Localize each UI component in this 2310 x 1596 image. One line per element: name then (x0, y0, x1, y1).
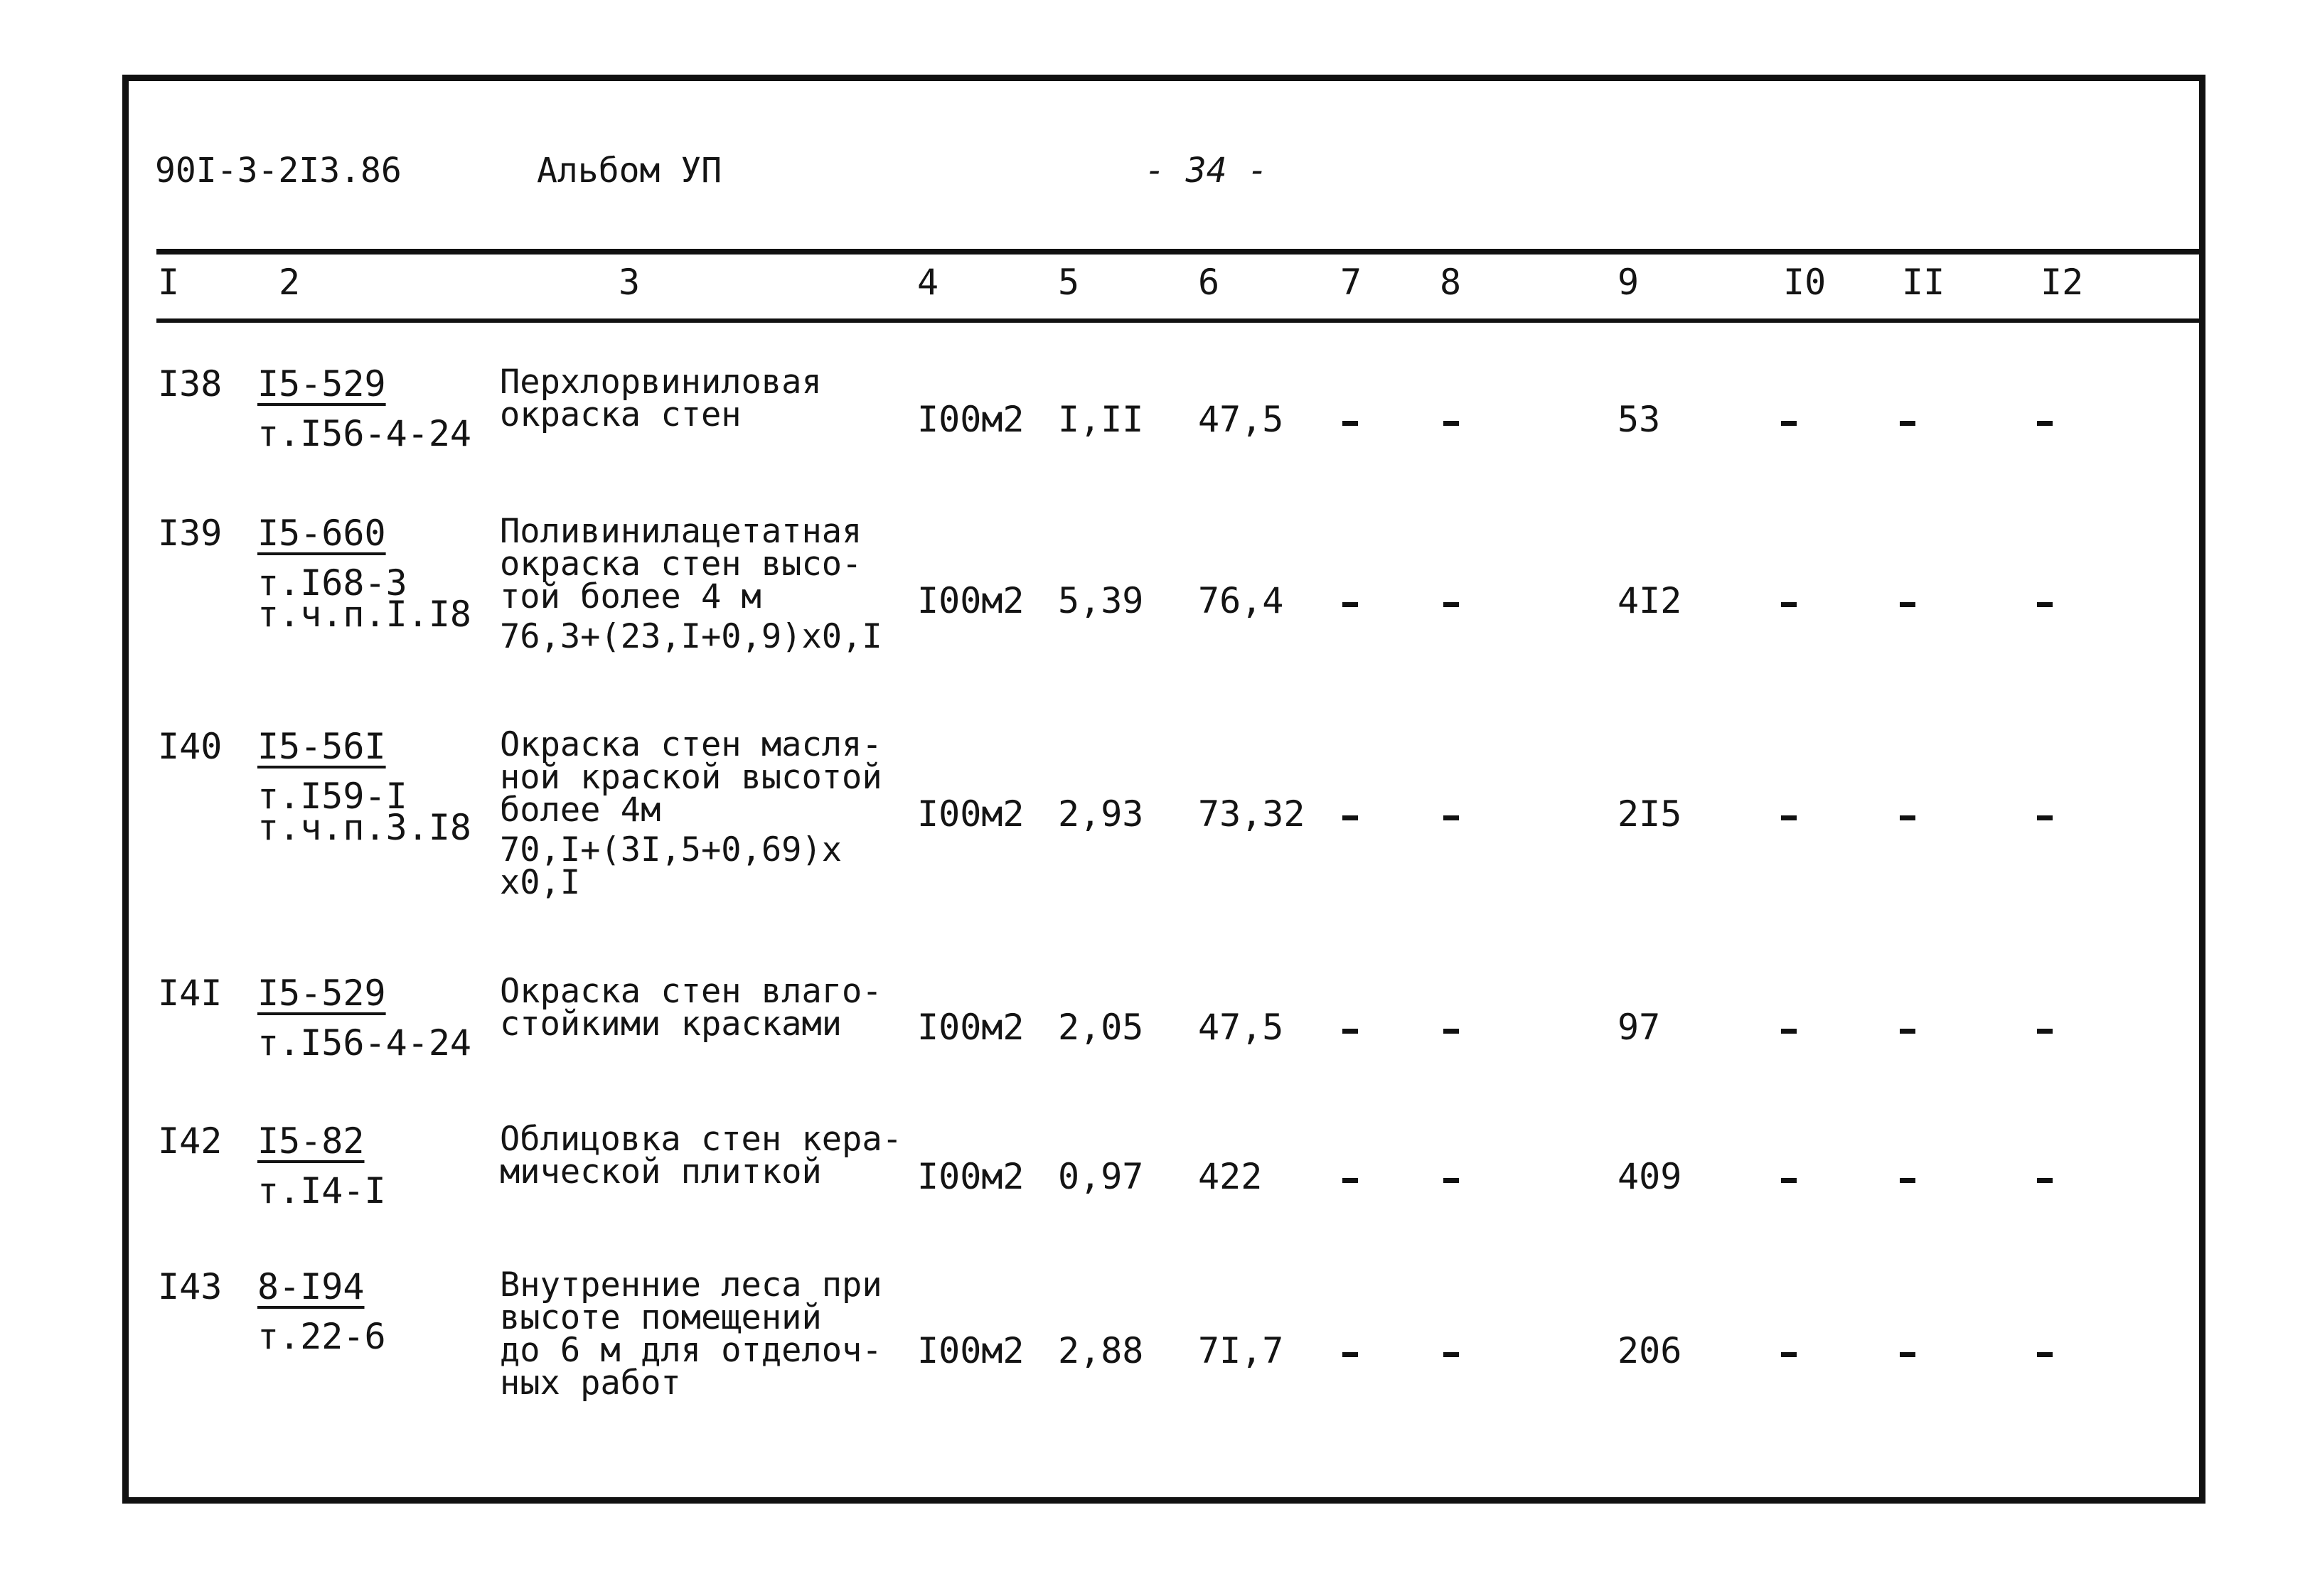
unit: I00м2 (917, 1007, 1025, 1048)
column-number-10: I0 (1783, 262, 1827, 303)
description-line: Поливинилацетатная (500, 512, 862, 551)
dash-c8 (1443, 815, 1459, 820)
unit: I00м2 (917, 793, 1025, 835)
total-value: 53 (1617, 399, 1661, 440)
dash-c10 (1781, 815, 1797, 820)
dash-c8 (1443, 1178, 1459, 1183)
dash-c7 (1342, 602, 1358, 607)
dash-c8 (1443, 421, 1459, 426)
quantity: 5,39 (1058, 580, 1144, 621)
work-description (500, 1265, 882, 1403)
column-number-5: 5 (1058, 262, 1080, 303)
row-number: I40 (158, 726, 223, 767)
dash-c10 (1781, 1352, 1797, 1357)
dash-c11 (1900, 421, 1915, 426)
unit-price: 7I,7 (1198, 1330, 1284, 1371)
norm-code: I5-56I (257, 726, 386, 767)
page-frame (122, 75, 2205, 1504)
unit-price: 76,4 (1198, 580, 1284, 621)
dash-c11 (1900, 1178, 1915, 1183)
work-description (500, 363, 822, 434)
norm-reference: т.22-6 (257, 1316, 386, 1357)
header-top-rule (156, 249, 2204, 255)
description-line: высоте помещений (500, 1298, 822, 1337)
description-line: мической плиткой (500, 1152, 822, 1191)
description-line: той более 4 м (500, 577, 761, 616)
norm-code: I5-529 (257, 363, 386, 405)
dash-c10 (1781, 602, 1797, 607)
norm-reference: т.ч.п.3.I8 (257, 807, 472, 848)
norm-reference: т.I56-4-24 (257, 413, 472, 454)
dash-c10 (1781, 1029, 1797, 1034)
unit-price: 47,5 (1198, 1007, 1284, 1048)
quantity: 2,88 (1058, 1330, 1144, 1371)
description-line: Окраска стен масля- (500, 725, 882, 764)
description-line: до 6 м для отделоч- (500, 1331, 882, 1370)
work-description (500, 1120, 902, 1191)
dash-c11 (1900, 1352, 1915, 1357)
unit: I00м2 (917, 580, 1025, 621)
norm-reference: т.I68-3 (257, 562, 407, 604)
quantity: 0,97 (1058, 1156, 1144, 1197)
description-line: ной краской высотой (500, 758, 882, 797)
dash-c12 (2037, 1178, 2053, 1183)
dash-c11 (1900, 602, 1915, 607)
dash-c12 (2037, 1029, 2053, 1034)
page-number: - 34 - (1145, 151, 1268, 191)
unit-price: 422 (1198, 1156, 1263, 1197)
header-bottom-rule (156, 318, 2204, 323)
description-line: ных работ (500, 1364, 681, 1403)
norm-reference: т.ч.п.I.I8 (257, 594, 472, 635)
dash-c7 (1342, 421, 1358, 426)
calculation-line: 76,3+(23,I+0,9)x0,I (500, 617, 882, 656)
quantity: 2,93 (1058, 793, 1144, 835)
total-value: 4I2 (1617, 580, 1682, 621)
dash-c7 (1342, 815, 1358, 820)
norm-code: I5-529 (257, 973, 386, 1014)
description-line: Внутренние леса при (500, 1265, 882, 1305)
total-value: 2I5 (1617, 793, 1682, 835)
description-line: стойкими красками (500, 1005, 843, 1044)
column-number-2: 2 (279, 262, 301, 303)
norm-code: 8-I94 (257, 1266, 365, 1307)
dash-c10 (1781, 1178, 1797, 1183)
row-number: I42 (158, 1120, 223, 1162)
document-code: 90I-3-2I3.86 (155, 151, 402, 191)
unit-price: 47,5 (1198, 399, 1284, 440)
row-number: I4I (158, 973, 223, 1014)
column-number-4: 4 (917, 262, 939, 303)
unit: I00м2 (917, 1330, 1025, 1371)
dash-c7 (1342, 1029, 1358, 1034)
column-number-9: 9 (1617, 262, 1640, 303)
norm-reference: т.I56-4-24 (257, 1022, 472, 1064)
unit-price: 73,32 (1198, 793, 1305, 835)
dash-c7 (1342, 1352, 1358, 1357)
dash-c7 (1342, 1178, 1358, 1183)
calculation-line: 70,I+(3I,5+0,69)x (500, 830, 843, 869)
row-number: I39 (158, 513, 223, 554)
dash-c8 (1443, 1029, 1459, 1034)
dash-c12 (2037, 815, 2053, 820)
dash-c10 (1781, 421, 1797, 426)
column-number-12: I2 (2041, 262, 2084, 303)
row-number: I38 (158, 363, 223, 405)
quantity: 2,05 (1058, 1007, 1144, 1048)
dash-c8 (1443, 602, 1459, 607)
calculation-line: x0,I (500, 863, 581, 902)
dash-c12 (2037, 1352, 2053, 1357)
album-title: Альбом УП (537, 151, 722, 191)
description-line: Облицовка стен кера- (500, 1120, 902, 1159)
total-value: 97 (1617, 1007, 1661, 1048)
column-number-1: I (158, 262, 180, 303)
row-number: I43 (158, 1266, 223, 1307)
work-description (500, 512, 882, 656)
dash-c11 (1900, 815, 1915, 820)
norm-code: I5-660 (257, 513, 386, 554)
dash-c8 (1443, 1352, 1459, 1357)
column-number-6: 6 (1198, 262, 1220, 303)
description-line: окраска стен высо- (500, 545, 862, 584)
description-line: окраска стен (500, 395, 742, 434)
unit: I00м2 (917, 1156, 1025, 1197)
norm-code: I5-82 (257, 1120, 365, 1162)
norm-reference: т.I59-I (257, 776, 407, 817)
quantity: I,II (1058, 399, 1144, 440)
dash-c12 (2037, 602, 2053, 607)
description-line: более 4м (500, 791, 661, 830)
column-number-8: 8 (1440, 262, 1462, 303)
total-value: 409 (1617, 1156, 1682, 1197)
dash-c11 (1900, 1029, 1915, 1034)
column-number-3: 3 (619, 262, 641, 303)
work-description (500, 972, 882, 1044)
description-line: Окраска стен влаго- (500, 972, 882, 1011)
description-line: Перхлорвиниловая (500, 363, 822, 402)
column-number-11: II (1902, 262, 1945, 303)
work-description (500, 725, 882, 902)
unit: I00м2 (917, 399, 1025, 440)
column-number-7: 7 (1340, 262, 1362, 303)
norm-reference: т.I4-I (257, 1170, 386, 1211)
dash-c12 (2037, 421, 2053, 426)
total-value: 206 (1617, 1330, 1682, 1371)
